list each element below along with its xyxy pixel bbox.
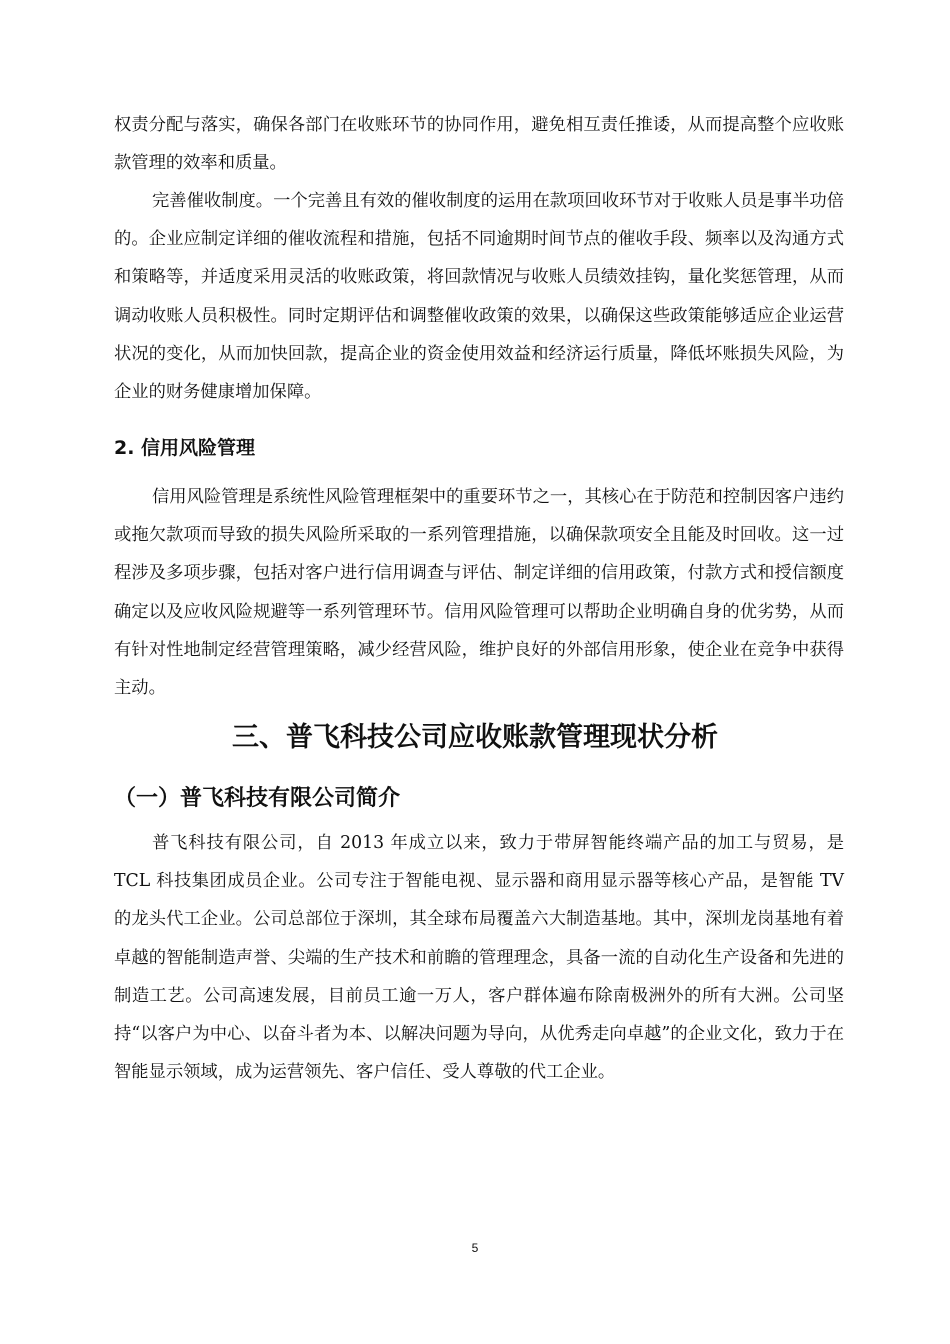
chapter-title: 三、普飞科技公司应收账款管理现状分析 — [232, 722, 718, 753]
paragraph-responsibility: 权责分配与落实，确保各部门在收账环节的协同作用，避免相互责任推诿，从而提高整个应收账款管理的效率和质量。 — [114, 115, 844, 174]
paragraph-credit-risk: 信用风险管理是系统性风险管理框架中的重要环节之一，其核心在于防范和控制因客户违约或拖欠款项而导致的损失风险所采取的一系列管理措施，以确保款项安全且能及时回收。这一过程涉及多项步骤，包括对客户进行信用调查与评估、制定详细的信用政策，付款方式和授信额度确定以及应收风险规避等一系列管理环节。信用风险管理可以帮助企业明确自身的优劣势，从而有针对性地制定经营管理策略，减少经营风险，维护良好的外部信用形象，使企业在竞争中获得主动。 — [114, 487, 844, 699]
section-title-company-intro: （一）普飞科技有限公司简介 — [114, 786, 401, 811]
paragraph-collection-system: 完善催收制度。一个完善且有效的催收制度的运用在款项回收环节对于收账人员是事半功倍的。企业应制定详细的催收流程和措施，包括不同逾期时间节点的催收手段、频率以及沟通方式和策略等，并适度采用灵活的收账政策，将回款情况与收账人员绩效挂钩，量化奖惩管理，从而调动收账人员积极性。同时定期评估和调整催收政策的效果，以确保这些政策能够适应企业运营状况的变化，从而加快回款，提高企业的资金使用效益和经济运行质量，降低坏账损失风险，为企业的财务健康增加保障。 — [114, 191, 844, 403]
heading-credit-risk: 2. 信用风险管理 — [114, 437, 256, 459]
page-number: 5 — [471, 1241, 479, 1255]
paragraph-company-intro: 普飞科技有限公司，自 2013 年成立以来，致力于带屏智能终端产品的加工与贸易，是 TCL 科技集团成员企业。公司专注于智能电视、显示器和商用显示器等核心产品，是智能 TV 的龙头代工企业。公司总部位于深圳，其全球布局覆盖六大制造基地。其中，深圳龙岗基地有着卓越的智能制造声誉、尖端的生产技术和前瞻的管理理念，具备一流的自动化生产设备和先进的制造工艺。公司高速发展，目前员工逾一万人，客户群体遍布除南极洲外的所有大洲。公司坚持“以客户为中心、以奋斗者为本、以解决问题为导向，从优秀走向卓越”的企业文化，致力于在智能显示领域，成为运营领先、客户信任、受人尊敬的代工企业。 — [114, 833, 844, 1083]
